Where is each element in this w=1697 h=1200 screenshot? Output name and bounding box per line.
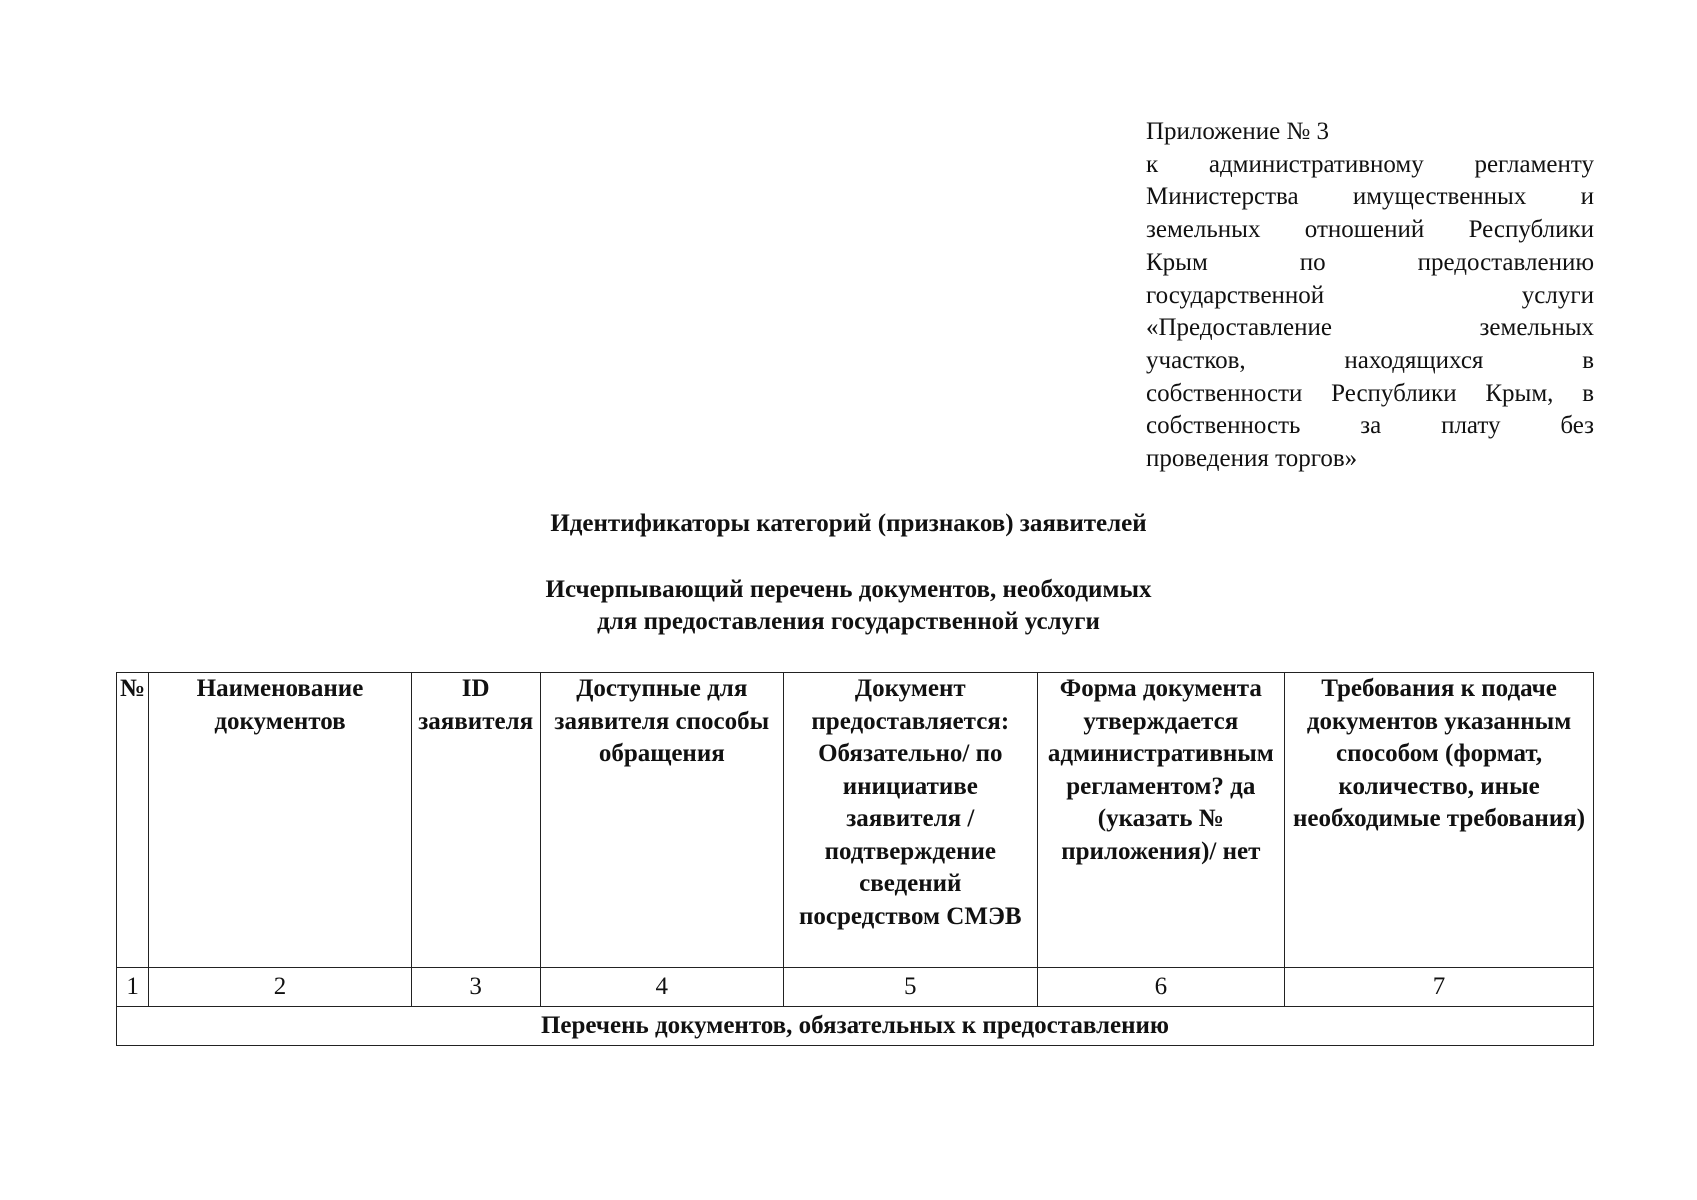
documents-table: [116, 672, 1594, 1046]
header-provision-type: Документ предоставляется: Обязательно/ по инициативе заявителя /подтверждение сведений посредством СМЭВ: [784, 673, 1038, 968]
column-number: 2: [149, 968, 412, 1007]
column-number: 4: [540, 968, 783, 1007]
annex-title: Приложение № 3: [1146, 118, 1330, 145]
header-document-name: Наименование документов: [149, 673, 412, 968]
column-number: 3: [411, 968, 540, 1007]
annex-line: государственной услуги: [1146, 281, 1594, 309]
column-number: 7: [1285, 968, 1594, 1007]
annex-line: «Предоставление земельных: [1146, 314, 1594, 342]
page-title: Идентификаторы категорий (признаков) заявителей: [550, 510, 1147, 537]
annex-line: участков, находящихся в: [1146, 346, 1594, 374]
header-applicant-id: ID заявителя: [411, 673, 540, 968]
annex-line: проведения торгов»: [1146, 445, 1358, 473]
header-submission-requirements: Требования к подаче документов указанным способом (формат, количество, иные необходимые требования): [1285, 673, 1594, 968]
column-number-row: [117, 968, 1594, 1007]
table-header-row: [117, 673, 1594, 968]
header-access-methods: Доступные для заявителя способы обращения: [540, 673, 783, 968]
section-heading-line: Исчерпывающий перечень документов, необходимых: [545, 576, 1152, 603]
annex-line: Крым по предоставлению: [1146, 248, 1594, 276]
annex-line: Министерства имущественных и: [1146, 183, 1594, 211]
annex-line: собственности Республики Крым, в: [1146, 379, 1594, 407]
column-number: 1: [117, 968, 149, 1007]
annex-line: к административному регламенту: [1146, 150, 1594, 178]
section-heading-line: для предоставления государственной услуги: [597, 608, 1100, 635]
annex-line: собственность за плату без: [1146, 412, 1594, 440]
column-number: 5: [784, 968, 1038, 1007]
header-number: №: [117, 673, 149, 968]
table-section-row: [117, 1007, 1594, 1046]
header-form-approval: Форма документа утверждается административным регламентом? да (указать № приложения)/ нет: [1037, 673, 1285, 968]
annex-line: земельных отношений Республики: [1146, 216, 1594, 244]
section-heading: [0, 574, 1697, 638]
column-number: 6: [1037, 968, 1285, 1007]
section-title: Перечень документов, обязательных к предоставлению: [117, 1007, 1594, 1046]
annex-block: [1146, 116, 1594, 476]
